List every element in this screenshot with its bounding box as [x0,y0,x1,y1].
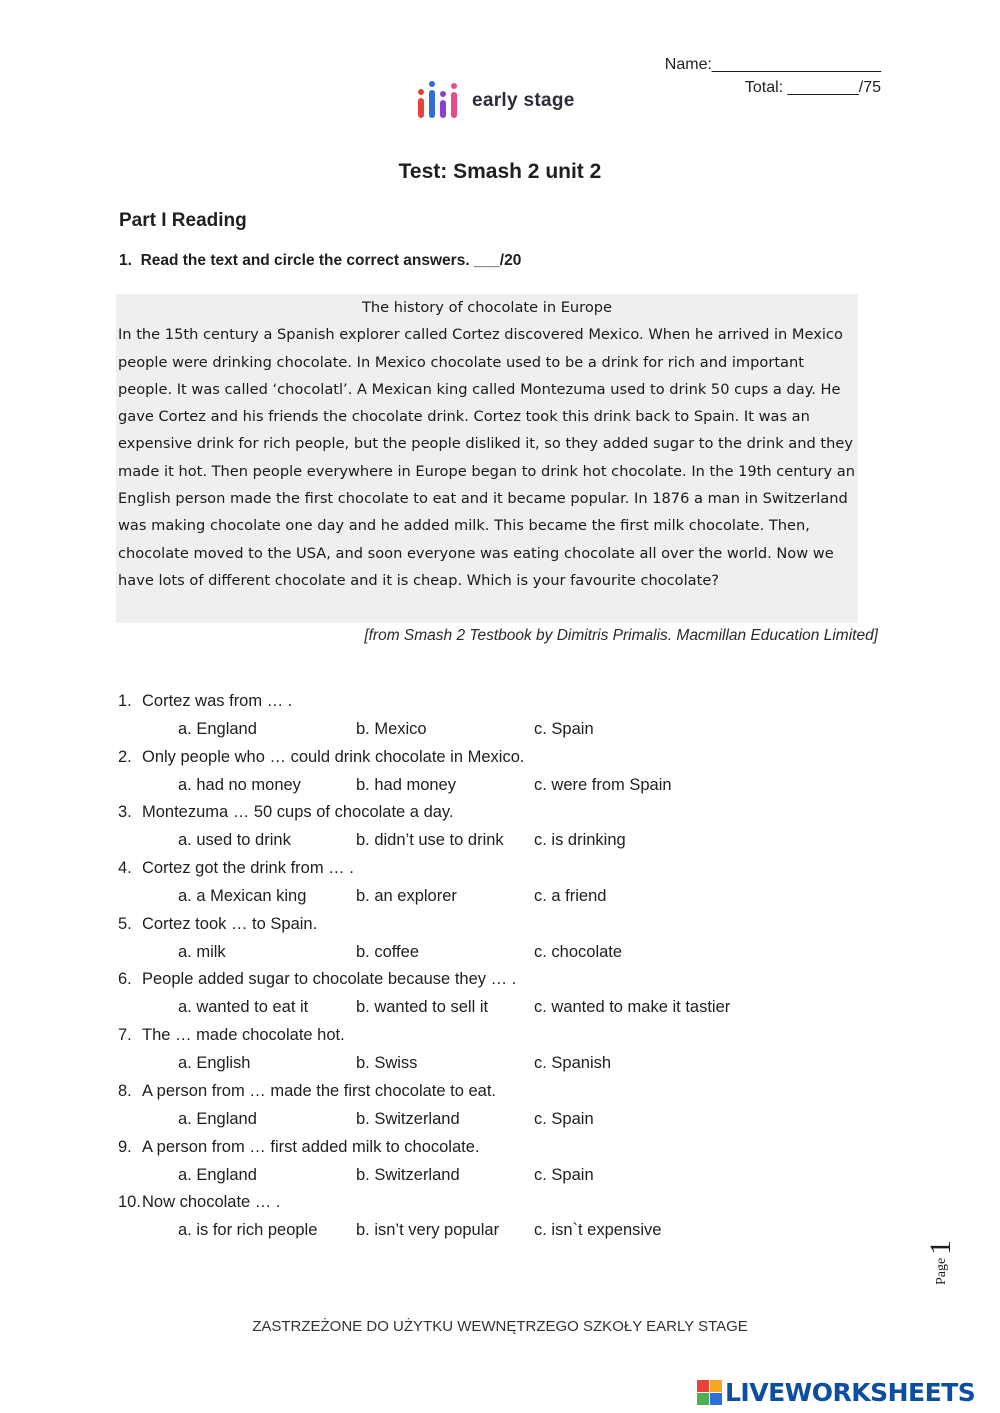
question-stem [118,1082,496,1101]
question-9 [118,1138,898,1194]
task-number: 1. [119,252,132,269]
task-instruction [119,252,521,270]
footer-notice: ZASTRZEŻONE DO UŻYTKU WEWNĘTRZEGO SZKOŁY EARLY STAGE [252,1318,748,1335]
part-title: Part I Reading [119,210,247,231]
question-5 [118,915,898,971]
option-c[interactable]: c. chocolate [534,942,623,961]
option-b[interactable]: b. wanted to sell it [356,998,489,1017]
option-b[interactable]: b. coffee [356,942,419,961]
option-a[interactable]: a. English [178,1054,251,1073]
option-a[interactable]: a. is for rich people [178,1221,318,1240]
question-number: 3. [118,803,132,822]
question-text: A person from … first added milk to chocolate. [142,1137,480,1156]
question-stem [118,1026,345,1045]
passage-source: [from Smash 2 Testbook by Dimitris Primalis. Macmillan Education Limited] [364,627,878,644]
question-1 [118,692,898,748]
option-c[interactable]: c. Spain [534,720,594,738]
question-10 [118,1193,898,1249]
liveworksheets-text: LIVEWORKSHEETS [725,1378,976,1407]
page-number: 1 [924,1240,957,1255]
option-b[interactable]: b. isn’t very popular [356,1221,500,1240]
page-marker [920,1225,970,1295]
option-c[interactable]: c. were from Spain [534,775,672,794]
question-number: 4. [118,859,132,878]
question-text: Cortez got the drink from … . [142,859,354,878]
question-number: 9. [118,1137,132,1156]
option-c[interactable]: c. Spanish [534,1054,612,1073]
question-text: Cortez took … to Spain. [142,914,318,933]
question-text: People added sugar to chocolate because they … . [142,970,517,989]
question-number: 8. [118,1081,132,1100]
option-c[interactable]: c. a friend [534,887,607,906]
question-4 [118,859,898,915]
option-a[interactable]: a. a Mexican king [178,887,307,906]
question-stem [118,970,516,989]
task-instruction-text: Read the text and circle the correct answers. ___/20 [140,252,522,269]
question-3 [118,803,898,859]
question-text: Montezuma … 50 cups of chocolate a day. [142,803,454,822]
option-c[interactable]: c. isn`t expensive [534,1221,662,1240]
option-b[interactable]: b. Mexico [356,720,427,738]
option-a[interactable]: a. England [178,720,257,738]
option-b[interactable]: b. didn’t use to drink [356,831,504,850]
question-7 [118,1026,898,1082]
option-c[interactable]: c. is drinking [534,831,626,850]
question-number: 6. [118,970,132,989]
liveworksheets-icon [697,1380,723,1408]
question-8 [118,1082,898,1138]
question-text: Now chocolate … . [142,1193,281,1212]
question-stem [118,1138,480,1157]
option-b[interactable]: b. Switzerland [356,1165,460,1184]
question-stem [118,915,317,934]
question-number: 1. [118,692,132,710]
question-text: Cortez was from … . [142,692,293,710]
option-a[interactable]: a. England [178,1109,257,1128]
page-word: Page [934,1257,949,1285]
question-stem [118,859,354,878]
option-b[interactable]: b. Switzerland [356,1109,460,1128]
option-b[interactable]: b. an explorer [356,887,457,906]
option-b[interactable]: b. had money [356,775,456,794]
option-a[interactable]: a. wanted to eat it [178,998,309,1017]
question-stem [118,748,524,767]
question-list [118,692,898,1249]
question-number: 10. [118,1193,141,1212]
option-a[interactable]: a. had no money [178,775,301,794]
question-text: A person from … made the first chocolate to eat. [142,1081,497,1100]
question-stem [118,692,292,711]
option-c[interactable]: c. Spain [534,1109,594,1128]
option-c[interactable]: c. wanted to make it tastier [534,998,731,1017]
question-stem [118,803,454,822]
question-number: 7. [118,1026,132,1045]
passage-title: The history of chocolate in Europe [361,299,613,316]
question-text: The … made chocolate hot. [142,1026,345,1045]
option-c[interactable]: c. Spain [534,1165,594,1184]
option-a[interactable]: a. used to drink [178,831,291,850]
liveworksheets-logo [697,1378,997,1410]
reading-passage [116,294,858,623]
total-score-field: Total: ________/75 [744,79,881,96]
option-a[interactable]: a. England [178,1165,257,1184]
logo-mark-icon [414,80,470,124]
name-field: Name:___________________ [664,56,881,73]
test-title: Test: Smash 2 unit 2 [398,160,602,183]
question-6 [118,970,898,1026]
question-number: 5. [118,914,132,933]
question-2 [118,748,898,804]
option-b[interactable]: b. Swiss [356,1054,418,1073]
question-text: Only people who … could drink chocolate in Mexico. [142,747,525,766]
question-stem [118,1193,280,1212]
option-a[interactable]: a. milk [178,942,226,961]
question-number: 2. [118,747,132,766]
logo-text: early stage [472,90,575,111]
passage-body: In the 15th century a Spanish explorer called Cortez discovered Mexico. When he arrived in Mexico people were drinking chocolate. In Mexico chocolate used to be a drink for rich and important people. It was called ‘chocolatl’. A Mexican king called Montezuma used to drink 50 cups a day. He gave Cortez and his friends the chocolate drink. Cortez took this drink back to Spain. It was an expensive drink for rich people, but the people disliked it, so they added sugar to the drink and they made it hot. Then people everywhere in Europe began to drink hot chocolate. In the 19th century an English person made the first chocolate to eat and it became popular. In 1876 a man in Switzerland was making chocolate one day and he added milk. This became the first milk chocolate. Then, chocolate moved to the USA, and soon everyone was eating chocolate all over the world. Now we have lots of different chocolate and it is cheap. Which is your favourite chocolate? [118,326,855,589]
